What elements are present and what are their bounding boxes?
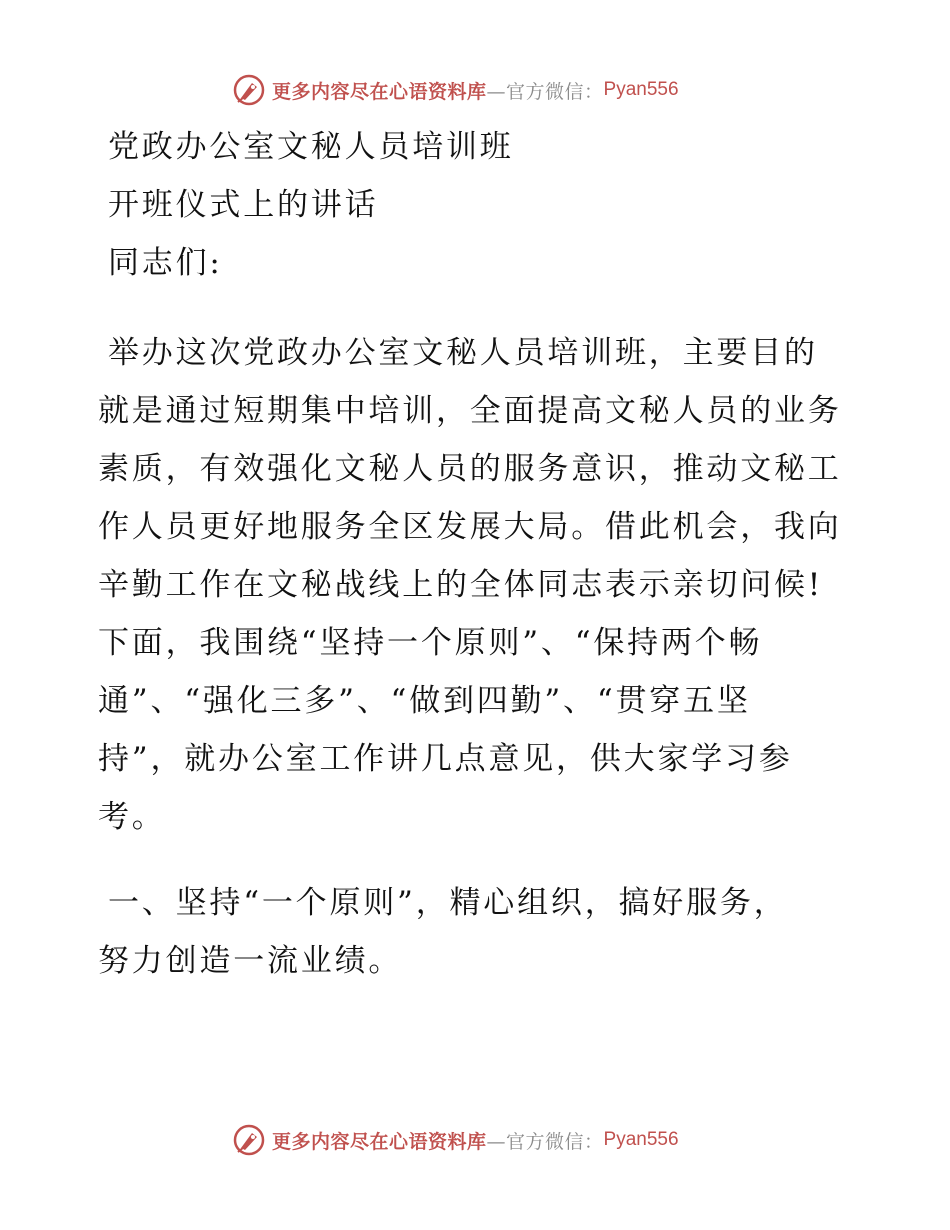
- document-title-line2: 开班仪式上的讲话: [108, 187, 379, 223]
- paragraph-line: 下面，我围绕“坚持一个原则”、“保持两个畅: [98, 625, 763, 661]
- section-heading-line: 努力创造一流业绩。: [98, 943, 403, 979]
- paragraph-line: 持”，就办公室工作讲几点意见，供大家学习参: [98, 741, 793, 777]
- footer-watermark: [232, 1120, 679, 1160]
- paragraph-line: 辛勤工作在文秘战线上的全体同志表示亲切问候!: [98, 567, 824, 603]
- paragraph-1: [98, 324, 858, 846]
- watermark-site-text: 更多内容尽在心语资料库: [272, 1130, 487, 1153]
- header-watermark: [232, 70, 679, 110]
- watermark-separator-text: —官方微信：: [486, 80, 604, 103]
- watermark-wechat-id: Pyan556: [603, 79, 679, 100]
- document-title-line1: 党政办公室文秘人员培训班: [108, 129, 514, 165]
- document-greeting: 同志们:: [108, 245, 223, 281]
- paragraph-line: 素质，有效强化文秘人员的服务意识，推动文秘工: [98, 451, 842, 487]
- pen-nib-logo-icon: [232, 73, 266, 107]
- paragraph-line: 作人员更好地服务全区发展大局。借此机会，我向: [98, 509, 842, 545]
- paragraph-line: 通”、“强化三多”、“做到四勤”、“贯穿五坚: [98, 683, 751, 719]
- pen-nib-logo-icon: [232, 1123, 266, 1157]
- paragraph-line: 就是通过短期集中培训，全面提高文秘人员的业务: [98, 393, 842, 429]
- watermark-site-text: 更多内容尽在心语资料库: [272, 80, 487, 103]
- paragraph-line: 举办这次党政办公室文秘人员培训班，主要目的: [108, 335, 818, 371]
- paragraph-line: 考。: [98, 799, 166, 835]
- section-1-heading: [98, 874, 858, 990]
- watermark-wechat-id: Pyan556: [603, 1129, 679, 1150]
- document-body: [98, 118, 858, 990]
- section-heading-line: 一、坚持“一个原则”，精心组织，搞好服务，: [108, 885, 788, 921]
- watermark-separator-text: —官方微信：: [486, 1130, 604, 1153]
